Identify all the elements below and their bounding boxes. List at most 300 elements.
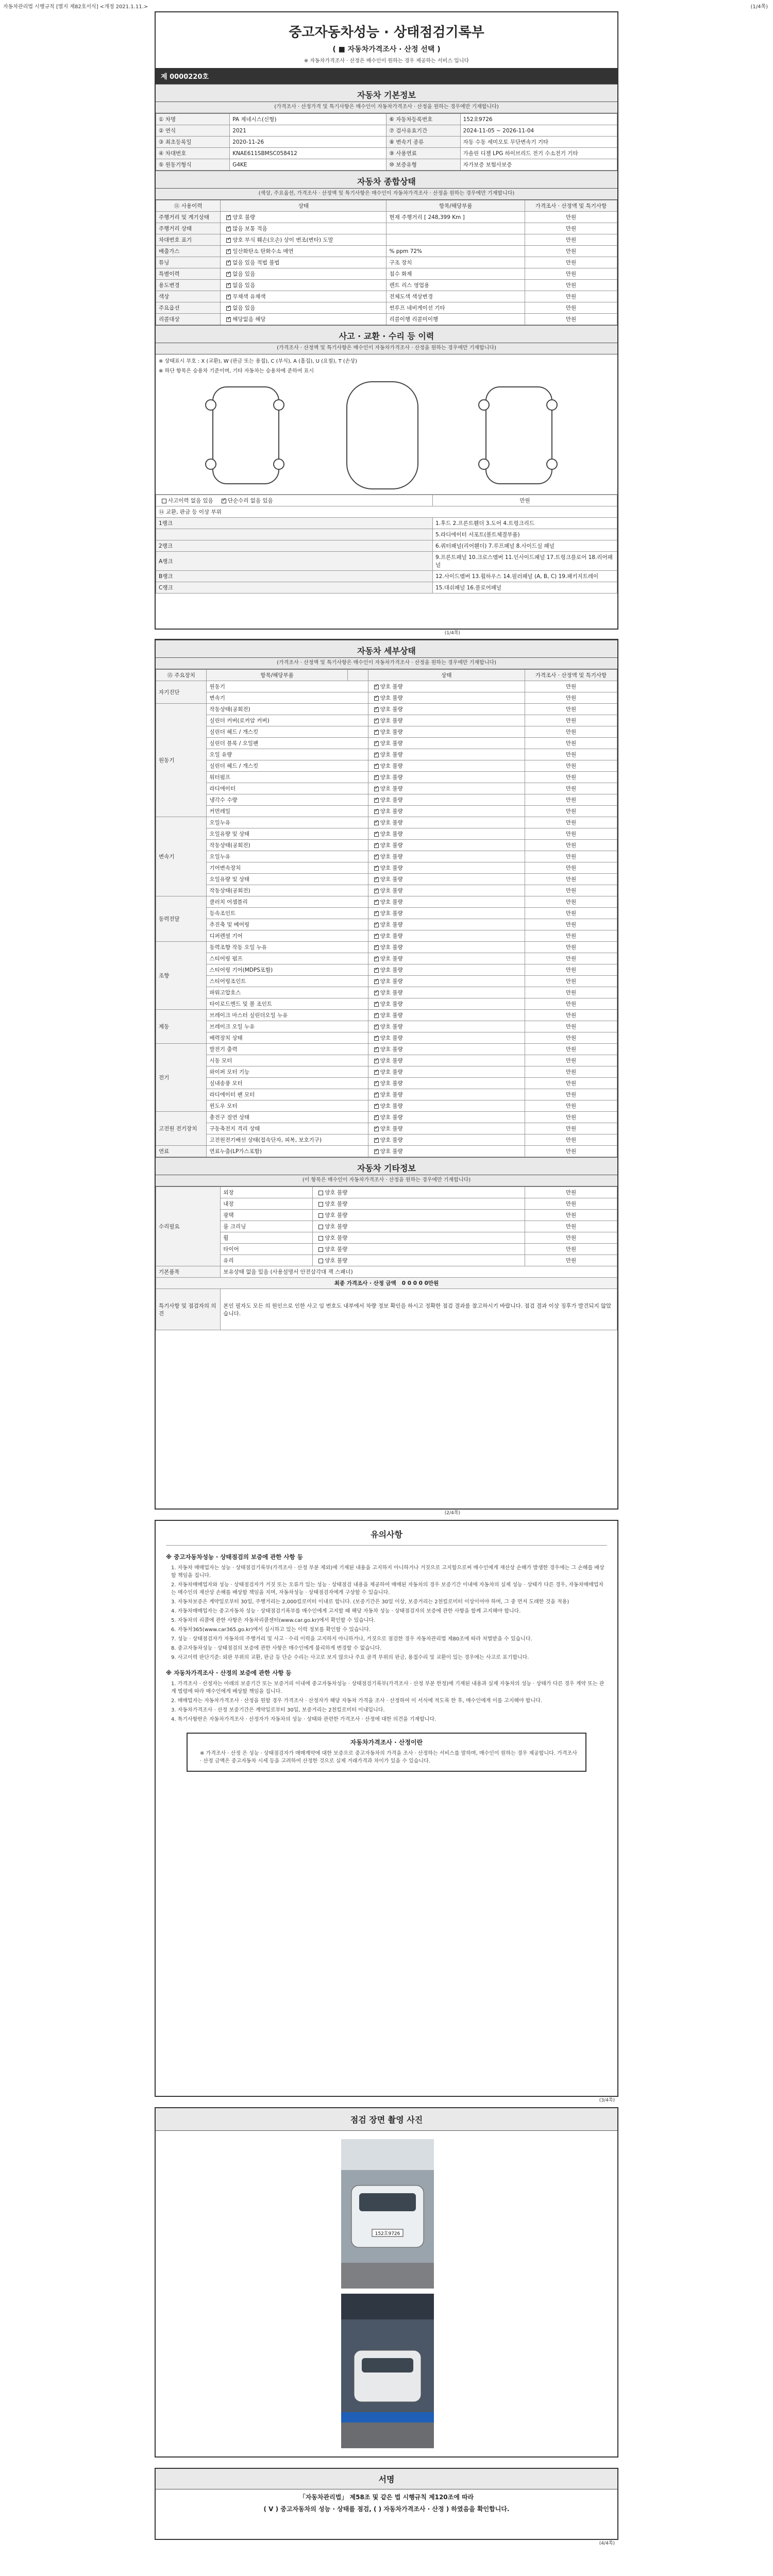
detail-price: 만원 [525,749,617,760]
other-price: 만원 [525,1198,617,1210]
detail-item: 오일누유 [207,851,368,862]
overall-detail: 구조 장치 [386,257,525,268]
detail-price: 만원 [525,806,617,817]
state-checkbox[interactable] [374,843,379,848]
rank-row [156,540,617,552]
detail-state [368,1021,525,1032]
detail-price: 만원 [525,1100,617,1112]
page-2 [155,639,618,1516]
rank-parts: 1.후드 2.프론트휀더 3.도어 4.트렁크리드 [433,518,617,529]
basic-info-row [156,159,617,171]
state-checkbox[interactable] [374,889,379,893]
detail-price: 만원 [525,987,617,998]
state-options: 많음 보통 적음 [232,226,267,232]
state-options: 양호 불량 [380,899,403,905]
state-options: 양호 불량 [380,684,403,690]
detail-price: 만원 [525,930,617,942]
detail-row [156,806,617,817]
detail-price: 만원 [525,1146,617,1157]
other-price: 만원 [525,1210,617,1221]
detail-item: 충전구 절연 상태 [207,1112,368,1123]
state-checkbox[interactable] [374,1093,379,1097]
overall-row [156,212,617,223]
state-checkbox[interactable] [226,317,231,322]
detail-price: 만원 [525,726,617,738]
state-options: 양호 불량 [380,933,403,939]
detail-state [368,1146,525,1157]
detail-row [156,896,617,908]
detail-price: 만원 [525,919,617,930]
detail-group: 제동 [156,1010,207,1044]
overall-state [221,223,386,234]
detail-row [156,908,617,919]
photo-section [155,2107,618,2458]
detail-state [368,794,525,806]
state-checkbox[interactable] [374,900,379,905]
notes-title: 특기사항 및 점검자의 의견 [156,1289,221,1330]
state-checkbox[interactable] [374,764,379,769]
detail-price: 만원 [525,840,617,851]
detail-column-header: ⑮ 주요장치 [156,670,207,681]
overall-state [221,257,386,268]
state-checkbox[interactable] [374,991,379,995]
detail-row [156,1112,617,1123]
basic-label: ① 차명 [156,114,230,125]
state-checkbox[interactable] [374,787,379,791]
other-info-table [156,1187,617,1330]
detail-item: 커먼레일 [207,806,368,817]
detail-item: 워터펌프 [207,772,368,783]
detail-item: 오일누유 [207,817,368,828]
detail-state [368,908,525,919]
rank-row [156,529,617,540]
detail-row [156,919,617,930]
license-plate: 152호9726 [375,2231,400,2236]
detail-state [368,976,525,987]
state-checkbox[interactable] [374,1059,379,1063]
state-options: 양호 불량 [380,865,403,871]
overall-item: 용도변경 [156,280,221,291]
state-options: 없음 있음 적법 불법 [232,260,280,266]
detail-state [368,726,525,738]
detail-item: 기어변속장치 [207,862,368,874]
basic-label: ③ 최초등록일 [156,137,230,148]
state-checkbox[interactable] [374,855,379,859]
state-options: 양호 불량 [325,1246,348,1252]
other-row [156,1232,617,1244]
overall-price: 만원 [525,246,617,257]
state-checkbox[interactable] [374,866,379,871]
state-checkbox[interactable] [318,1225,323,1229]
state-options: 양호 불량 [325,1190,348,1196]
basic-value: 2021 [230,125,386,137]
accident-price: 만원 [433,495,617,506]
detail-group: 전기 [156,1044,207,1112]
other-row [156,1198,617,1210]
state-checkbox[interactable] [374,730,379,735]
notice-section [155,1520,618,2103]
overall-row [156,268,617,280]
state-options: 양호 불량 [325,1224,348,1230]
detail-state-table [156,669,617,1157]
price-notice-text: ※ 가격조사 · 산정 은 성능 · 상태점검자가 매매계약에 대한 보증으로 중고자동차의 가격을 조사 · 산정하는 서비스를 말하며, 매수인이 원하는 경우 제공합니다. 가격조사 · 산정 금액은 중고자동차 시세 등을 고려하여 산정한 것으로 실제 거래가격과 차이가 있을 수 있습니다. [200,1751,577,1764]
detail-price: 만원 [525,1089,617,1100]
state-checkbox[interactable] [374,798,379,803]
overall-item: 배출가스 [156,246,221,257]
state-checkbox[interactable] [374,741,379,746]
other-row [156,1187,617,1198]
state-checkbox[interactable] [226,238,231,243]
detail-row [156,942,617,953]
detail-row [156,1134,617,1146]
detail-state [368,806,525,817]
overall-state-heading: 자동차 종합상태 [156,171,617,189]
form-header [0,0,773,10]
detail-state [368,896,525,908]
other-row [156,1210,617,1221]
state-options: 무채색 유채색 [232,294,266,300]
inspection-photo-rear [341,2294,434,2448]
form-reference: 자동차관리법 시행규칙 [별지 제82호서식] <개정 2021.1.11.> [3,4,148,10]
state-checkbox[interactable] [374,911,379,916]
detail-state [368,828,525,840]
detail-state-heading: 자동차 세부상태 [156,640,617,658]
state-options: 양호 불량 [380,978,403,985]
car-top-view-right [485,386,552,484]
state-checkbox[interactable] [374,707,379,712]
state-checkbox[interactable] [374,1138,379,1143]
detail-group: 변속기 [156,817,207,896]
state-options: 양호 불량 [380,729,403,735]
state-options: 양호 불량 [380,808,403,815]
basic-items-label: 기본품목 [156,1266,221,1278]
basic-value: KNAE611SBMSC058412 [230,148,386,159]
accident-legend: ※ 상태표시 부호 : X (교환), W (판금 또는 용접), C (부식), A (흠집), U (요철), T (손상) [159,359,358,364]
detail-row [156,1044,617,1055]
price-notice-box [187,1733,586,1772]
detail-item: 냉각수 수량 [207,794,368,806]
state-checkbox[interactable] [374,685,379,689]
state-checkbox[interactable] [374,1115,379,1120]
detail-state [368,874,525,885]
state-options: 양호 불량 [380,967,403,973]
detail-state [368,942,525,953]
page-number: (4/4쪽) [599,2541,615,2546]
state-options: 양호 불량 [325,1258,348,1264]
rank-label: 2랭크 [156,540,433,552]
detail-state [368,760,525,772]
document-title: 중고자동차성능 · 상태점검기록부 [289,25,484,40]
basic-label: ⑧ 변속기 종류 [386,137,460,148]
detail-price: 만원 [525,998,617,1010]
state-options: 양호 불량 [380,1148,403,1155]
detail-state [368,1032,525,1044]
basic-label: ② 연식 [156,125,230,137]
detail-state [368,1010,525,1021]
repair-label: 수리필요 [156,1187,221,1266]
overall-row [156,280,617,291]
other-price: 만원 [525,1221,617,1232]
basic-value: 152호9726 [460,114,617,125]
state-checkbox[interactable] [318,1191,323,1195]
state-checkbox[interactable] [226,295,231,299]
overall-row [156,291,617,302]
detail-row [156,862,617,874]
detail-price: 만원 [525,704,617,715]
accident-history-checkbox[interactable] [162,499,166,503]
detail-group: 조향 [156,942,207,1010]
rank-row [156,518,617,529]
detail-price: 만원 [525,783,617,794]
state-checkbox[interactable] [374,1070,379,1075]
other-state [313,1187,525,1198]
state-checkbox[interactable] [226,261,231,265]
state-checkbox[interactable] [374,753,379,757]
basic-info-row [156,148,617,159]
state-checkbox[interactable] [226,215,231,220]
state-options: 없음 있음 [232,271,256,277]
state-checkbox[interactable] [374,1127,379,1131]
overall-item: 특별이력 [156,268,221,280]
detail-state [368,749,525,760]
rank-parts: 5.라디에이터 서포트(볼트체결부품) [433,529,617,540]
other-state [313,1232,525,1244]
detail-item: 배력장치 상태 [207,1032,368,1044]
notes-text: 본인 필자도 모든 의 원인으로 인한 사고 임 번호도 내부에서 차량 정보 확인을 하시고 정확한 점검 결과를 참고하시기 바랍니다. 점검 결과 이상 징후가 발견되지 않았습니다. [221,1289,617,1330]
basic-label: ⑤ 원동기형식 [156,159,230,171]
state-checkbox[interactable] [374,809,379,814]
rank-row [156,552,617,571]
notice-paragraph: 9. 사고이력 판단기준: 외판 부위의 교환, 판금 등 단순 수리는 사고로 보지 않으나 주요 골격 부위의 판금, 용접수리 및 교환이 있는 경우에는 사고로 표기합니다. [171,1655,529,1660]
state-options: 양호 불량 [325,1201,348,1207]
parts-label: ⑭ 교환, 판금 등 이상 부위 [156,506,617,518]
overall-row [156,302,617,314]
overall-detail: % ppm 72% [386,246,525,257]
overall-detail [386,234,525,246]
other-item: 타이어 [221,1244,313,1255]
rank-parts: 9.프론트패널 10.크로스멤버 11.인사이드패널 17.트렁크플로어 18.리어패널 [433,552,617,571]
state-checkbox[interactable] [374,923,379,927]
other-item: 외장 [221,1187,313,1198]
state-options: 양호 불량 [232,214,256,221]
overall-detail: 전체도색 색상변경 [386,291,525,302]
state-checkbox[interactable] [318,1213,323,1218]
state-checkbox[interactable] [226,306,231,311]
wheel-icon [546,399,558,411]
other-state [313,1210,525,1221]
overall-column-header: 상태 [221,200,386,212]
detail-price: 만원 [525,964,617,976]
overall-price: 만원 [525,212,617,223]
basic-value: G4KE [230,159,386,171]
detail-price: 만원 [525,1010,617,1021]
state-checkbox[interactable] [226,283,231,288]
notice-paragraph: 4. 특기사항란은 자동차가격조사 · 산정자가 자동차의 성능 · 상태와 관련한 가격조사 · 산정에 대한 의견을 기재합니다. [171,1717,436,1722]
detail-state [368,840,525,851]
notice-heading-1: ※ 중고자동차성능 · 상태점검의 보증에 관한 사항 등 [166,1553,303,1561]
overall-row [156,257,617,268]
state-checkbox[interactable] [374,1081,379,1086]
detail-price: 만원 [525,874,617,885]
simple-repair-checkbox[interactable] [222,499,226,503]
basic-value: 자가보증 보험사보증 [460,159,617,171]
state-checkbox[interactable] [374,934,379,939]
basic-info-table [156,113,617,171]
detail-row [156,1021,617,1032]
state-checkbox[interactable] [318,1259,323,1263]
detail-row [156,964,617,976]
rank-label [156,529,433,540]
detail-item: 윈도우 모터 [207,1100,368,1112]
detail-item: 실린더 헤드 / 개스킷 [207,726,368,738]
detail-price: 만원 [525,828,617,840]
state-checkbox[interactable] [374,775,379,780]
overall-price: 만원 [525,280,617,291]
detail-row [156,885,617,896]
inspection-photo-front [341,2139,434,2289]
state-checkbox[interactable] [374,1013,379,1018]
state-options: 양호 불량 [380,1001,403,1007]
state-options: 양호 불량 [325,1212,348,1218]
detail-row [156,840,617,851]
final-price-title: 최종 가격조사 · 산정 금액 [334,1280,396,1286]
detail-item: 오일 유량 [207,749,368,760]
accident-history-subheading: (가격조사 · 산정액 및 특기사항은 매수인이 자동차가격조사 · 산정을 원하는 경우에만 기재합니다) [156,343,617,354]
notice-title: 유의사항 [166,1525,607,1546]
state-checkbox[interactable] [318,1247,323,1252]
overall-detail [386,223,525,234]
overall-state [221,280,386,291]
notice-paragraph: 7. 성능 · 상태점검자가 자동차의 주행거리 및 사고 · 수리 이력을 고지하지 아니하거나, 거짓으로 점검한 경우 자동차관리법 제80조에 따라 처벌받을 수 있습니다. [171,1636,532,1642]
state-options: 양호 불량 [380,706,403,713]
basic-info-heading: 자동차 기본정보 [156,84,617,102]
detail-item: 스티어링 펌프 [207,953,368,964]
detail-row [156,998,617,1010]
basic-value: 2020-11-26 [230,137,386,148]
other-state [313,1198,525,1210]
document-subtitle: ( ■ 자동차가격조사 · 산정 선택 ) [332,45,441,54]
basic-value: 가솔린 디젤 LPG 하이브리드 전기 수소전기 기타 [460,148,617,159]
overall-price: 만원 [525,223,617,234]
detail-state [368,692,525,704]
detail-price: 만원 [525,738,617,749]
state-options: 양호 불량 [380,854,403,860]
detail-row [156,681,617,692]
wheel-icon [478,399,490,411]
detail-group: 자기진단 [156,681,207,704]
state-checkbox[interactable] [374,968,379,973]
rank-label: C랭크 [156,582,433,594]
detail-state [368,885,525,896]
notice-paragraph: 1. 자동차 매매업자는 성능 · 상태점검기록부(가격조사 · 산정 부분 제외)에 기재된 내용을 고지하지 아니하거나 거짓으로 고지함으로써 매수인에게 재산상 손해가 발생한 경우에는 그 손해를 배상할 책임을 집니다. [171,1565,604,1579]
detail-price: 만원 [525,1066,617,1078]
other-info-heading: 자동차 기타정보 [156,1157,617,1175]
state-options: 양호 불량 [380,1069,403,1075]
state-checkbox[interactable] [374,1047,379,1052]
notice-paragraph: 5. 자동차의 리콜에 관한 사항은 자동차리콜센터(www.car.go.kr)에서 확인할 수 있습니다. [171,1618,376,1623]
overall-column-header: 가격조사 · 산정액 및 특기사항 [525,200,617,212]
state-checkbox[interactable] [374,832,379,837]
page-number: (3/4쪽) [599,2098,615,2103]
state-checkbox[interactable] [374,1036,379,1041]
state-checkbox[interactable] [374,1002,379,1007]
other-item: 휠 [221,1232,313,1244]
detail-price: 만원 [525,908,617,919]
state-checkbox[interactable] [374,821,379,825]
notice-paragraph: 6. 자동차365(www.car365.go.kr)에서 실시하고 있는 이력 정보를 확인할 수 있습니다. [171,1627,371,1633]
basic-info-subheading: (가격조사 · 산정가격 및 특기사항은 매수인이 자동차가격조사 · 산정을 원하는 경우에만 기재합니다) [156,102,617,113]
detail-item: 추진축 및 베어링 [207,919,368,930]
detail-state [368,738,525,749]
detail-price: 만원 [525,976,617,987]
detail-item: 등속조인트 [207,908,368,919]
state-checkbox[interactable] [226,249,231,254]
state-options: 양호 불량 [380,1012,403,1019]
state-checkbox[interactable] [374,1149,379,1154]
overall-detail: 썬루프 네비게이션 기타 [386,302,525,314]
state-checkbox[interactable] [374,979,379,984]
detail-group: 연료 [156,1146,207,1157]
state-checkbox[interactable] [374,1025,379,1029]
page-indicator: (1/4쪽) [750,4,768,10]
detail-price: 만원 [525,760,617,772]
state-checkbox[interactable] [226,272,231,277]
detail-state-subheading: (가격조사 · 산정액 및 특기사항은 매수인이 자동차가격조사 · 산정을 원하는 경우에만 기재합니다) [156,658,617,669]
signature-line-2: ( V ) 중고자동차의 성능 · 상태를 점검, ( ) 자동차가격조사 · 산정 ) 하였음을 확인합니다. [263,2505,510,2513]
notice-paragraph: 2. 자동차매매업자와 성능 · 상태점검자가 거짓 또는 오류가 있는 성능 · 상태점검 내용을 제공하여 매매된 자동차의 경우 보증기간 이내에 자동차의 실제 성능 · 상태가 다른 경우, 자동차매매업자는 매수인의 재산상 손해를 배상할 책임을 지며, 자동차성능 · 상태점검자에게 구상할 수 있습니다. [171,1582,604,1596]
overall-state [221,291,386,302]
basic-label: ⑨ 사용연료 [386,148,460,159]
state-checkbox[interactable] [374,719,379,723]
other-state [313,1255,525,1266]
detail-row [156,772,617,783]
basic-info-row [156,114,617,125]
detail-price: 만원 [525,1032,617,1044]
state-checkbox[interactable] [318,1202,323,1207]
state-checkbox[interactable] [374,696,379,701]
other-price: 만원 [525,1244,617,1255]
detail-item: 실린더 블록 / 오일팬 [207,738,368,749]
basic-value: PA 제네시스(신형) [230,114,386,125]
detail-price: 만원 [525,772,617,783]
detail-price: 만원 [525,942,617,953]
basic-value: 자동 수동 세미오토 무단변속기 기타 [460,137,617,148]
accident-history-heading: 사고 · 교환 · 수리 등 이력 [156,325,617,343]
state-checkbox[interactable] [226,227,231,231]
rank-parts: 12.사이드멤버 13.휠하우스 14.필러패널 (A, B, C) 19.패키지트레이 [433,571,617,582]
state-checkbox[interactable] [318,1236,323,1241]
state-checkbox[interactable] [374,877,379,882]
state-options: 양호 불량 [380,910,403,917]
detail-item: 실린더 커버(로커암 커버) [207,715,368,726]
overall-price: 만원 [525,234,617,246]
state-checkbox[interactable] [374,1104,379,1109]
state-checkbox[interactable] [374,945,379,950]
basic-label: ⑦ 검사유효기간 [386,125,460,137]
detail-row [156,1123,617,1134]
state-checkbox[interactable] [374,957,379,961]
detail-item: 파워고압호스 [207,987,368,998]
detail-state [368,681,525,692]
state-options: 양호 불량 [380,1058,403,1064]
state-options: 양호 불량 [380,740,403,747]
detail-column-header: 항목/해당부품 [207,670,347,681]
detail-row [156,1100,617,1112]
rank-label: A랭크 [156,552,433,571]
detail-row [156,1078,617,1089]
detail-row [156,794,617,806]
detail-item: 스티어링 기어(MDPS포함) [207,964,368,976]
